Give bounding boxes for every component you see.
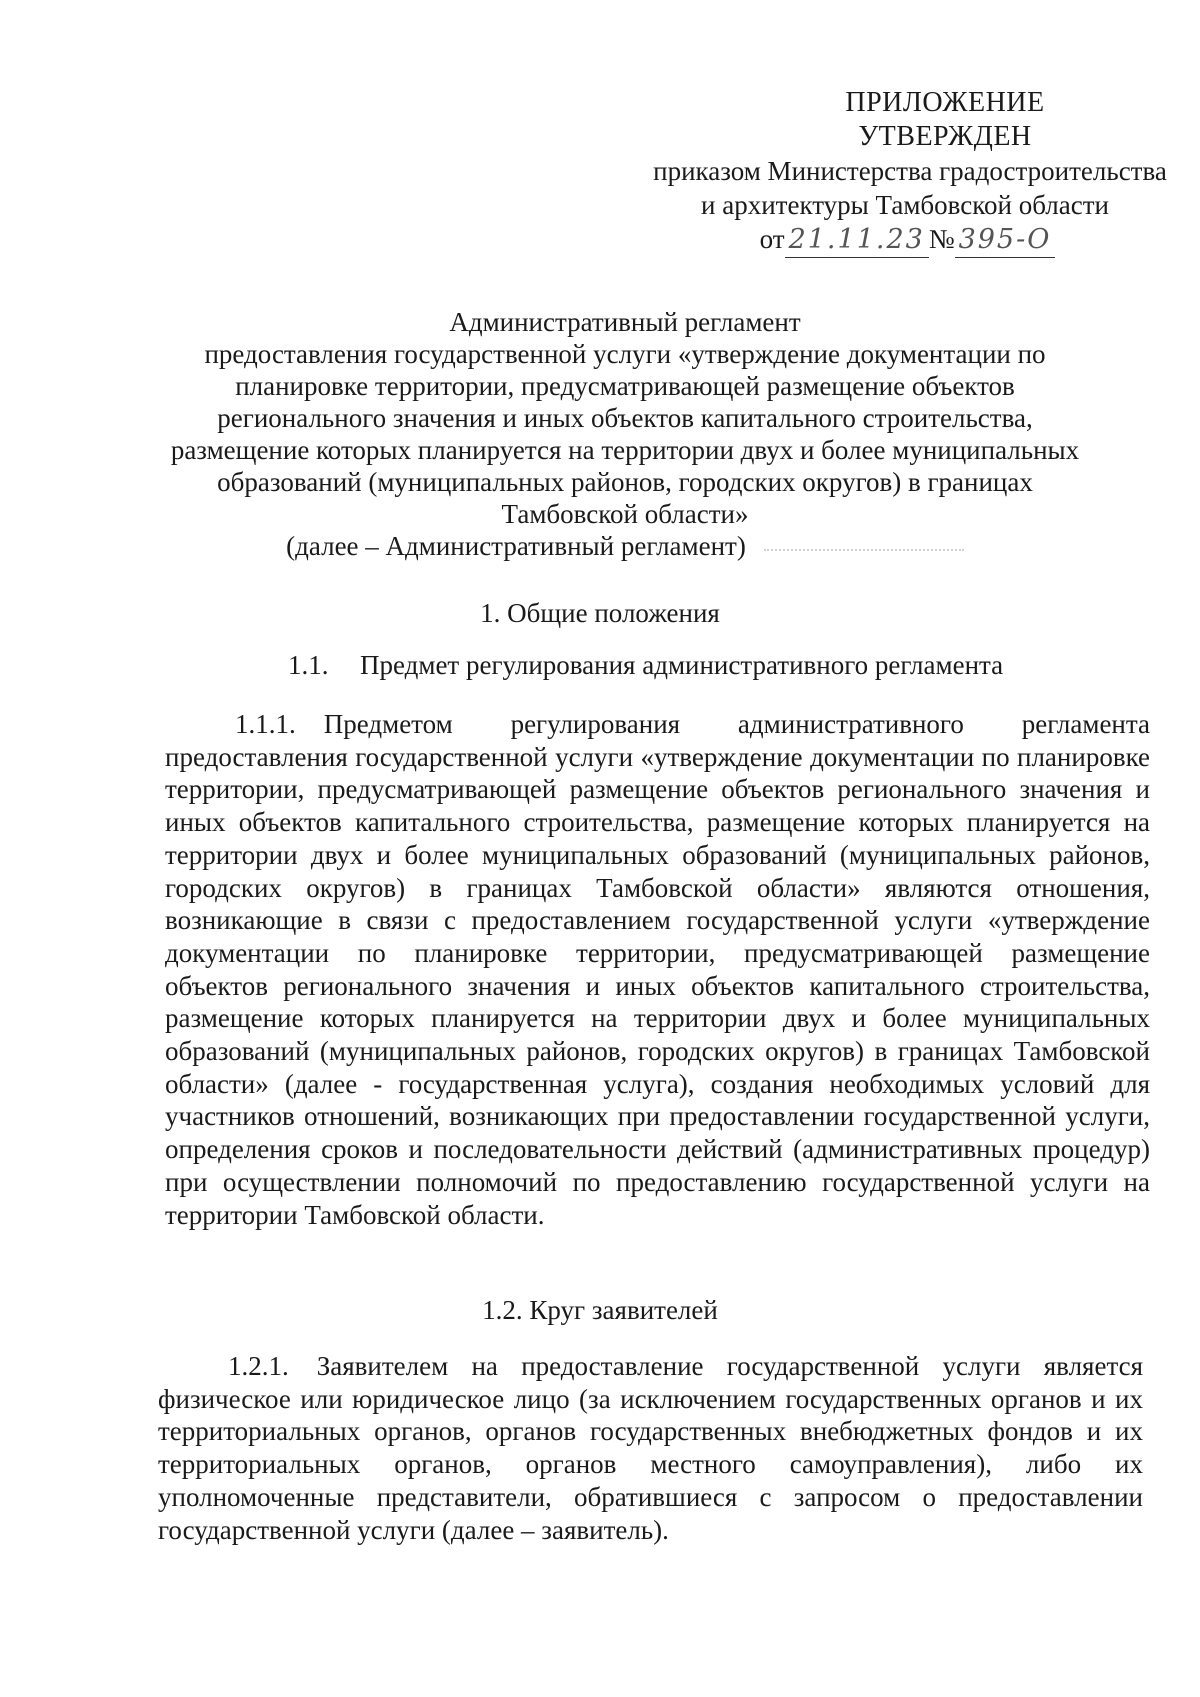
paragraph-number: 1.2.1. xyxy=(228,1351,289,1381)
subsection-number: 1.1. xyxy=(288,650,329,680)
title-line-4: регионального значения и иных объектов капитального строительства, xyxy=(217,403,1033,433)
date-prefix: от xyxy=(759,224,785,254)
title-line-7: Тамбовской области» xyxy=(501,499,749,529)
title-line-2: предоставления государственной услуги «утверждение документации по xyxy=(204,339,1046,369)
paragraph-number: 1.1.1. xyxy=(235,709,296,739)
scan-artifact-dots xyxy=(764,547,964,551)
approved-label: УТВЕРЖДЕН xyxy=(858,121,1032,152)
order-date-number xyxy=(635,222,1180,258)
order-issuer-line2: и архитектуры Тамбовской области xyxy=(701,190,1109,220)
title-line-5: размещение которых планируется на территории двух и более муниципальных xyxy=(170,435,1080,465)
title-line-3: планировке территории, предусматривающей размещение объектов xyxy=(235,371,1015,401)
paragraph-1-2-1 xyxy=(158,1350,1143,1546)
document-title xyxy=(160,306,1090,562)
handwritten-number: 395-О xyxy=(955,223,1056,258)
title-line-8-text: (далее – Административный регламент) xyxy=(286,531,746,561)
paragraph-text: Заявителем на предоставление государственной услуги является физическое или юридическое лицо (за исключением государственных органов и их территориальных органов, органов государственных внебюджетных фондов и их территориальных органов, органов местного самоуправления), либо их уполномоченные представители, обратившиеся с запросом о предоставлении государственной услуги (далее – заявитель). xyxy=(158,1351,1143,1545)
section-heading-general: 1. Общие положения xyxy=(480,598,720,628)
approval-block xyxy=(590,86,1180,258)
appendix-label: ПРИЛОЖЕНИЕ xyxy=(845,87,1045,118)
number-prefix: № xyxy=(928,224,955,254)
subsection-heading-1-2: 1.2. Круг заявителей xyxy=(482,1295,718,1325)
subsection-title: Предмет регулирования административного регламента xyxy=(360,650,1004,680)
paragraph-text: Предметом регулирования административного регламента предоставления государственной услуги «утверждение документации по планировке территории, предусматривающей размещение объектов регионального значения и иных объектов капитального строительства, размещение которых планируется на территории двух и более муниципальных образований (муниципальных районов, городских округов) в границах Тамбовской области» являются отношения, возникающие в связи с предоставлением государственной услуги «утверждение документации по планировке территории, предусматривающей размещение объектов регионального значения и иных объектов капитального строительства, размещение которых планируется на территории двух и более муниципальных образований (муниципальных районов, городских округов) в границах Тамбовской области» (далее - государственная услуга), создания необходимых условий для участников отношений, возникающих при предоставлении государственной услуги, определения сроков и последовательности действий (административных процедур) при осуществлении полномочий по предоставлению государственной услуги на территории Тамбовской области. xyxy=(165,709,1150,1230)
title-line-1: Административный регламент xyxy=(449,307,801,337)
handwritten-date: 21.11.23 xyxy=(785,223,929,258)
subsection-heading-1-1 xyxy=(288,650,1003,681)
title-line-6: образований (муниципальных районов, городских округов) в границах xyxy=(217,467,1033,497)
paragraph-1-1-1 xyxy=(165,708,1150,1231)
title-line-8 xyxy=(160,530,1090,562)
order-issuer-line1: приказом Министерства градостроительства xyxy=(653,156,1167,186)
